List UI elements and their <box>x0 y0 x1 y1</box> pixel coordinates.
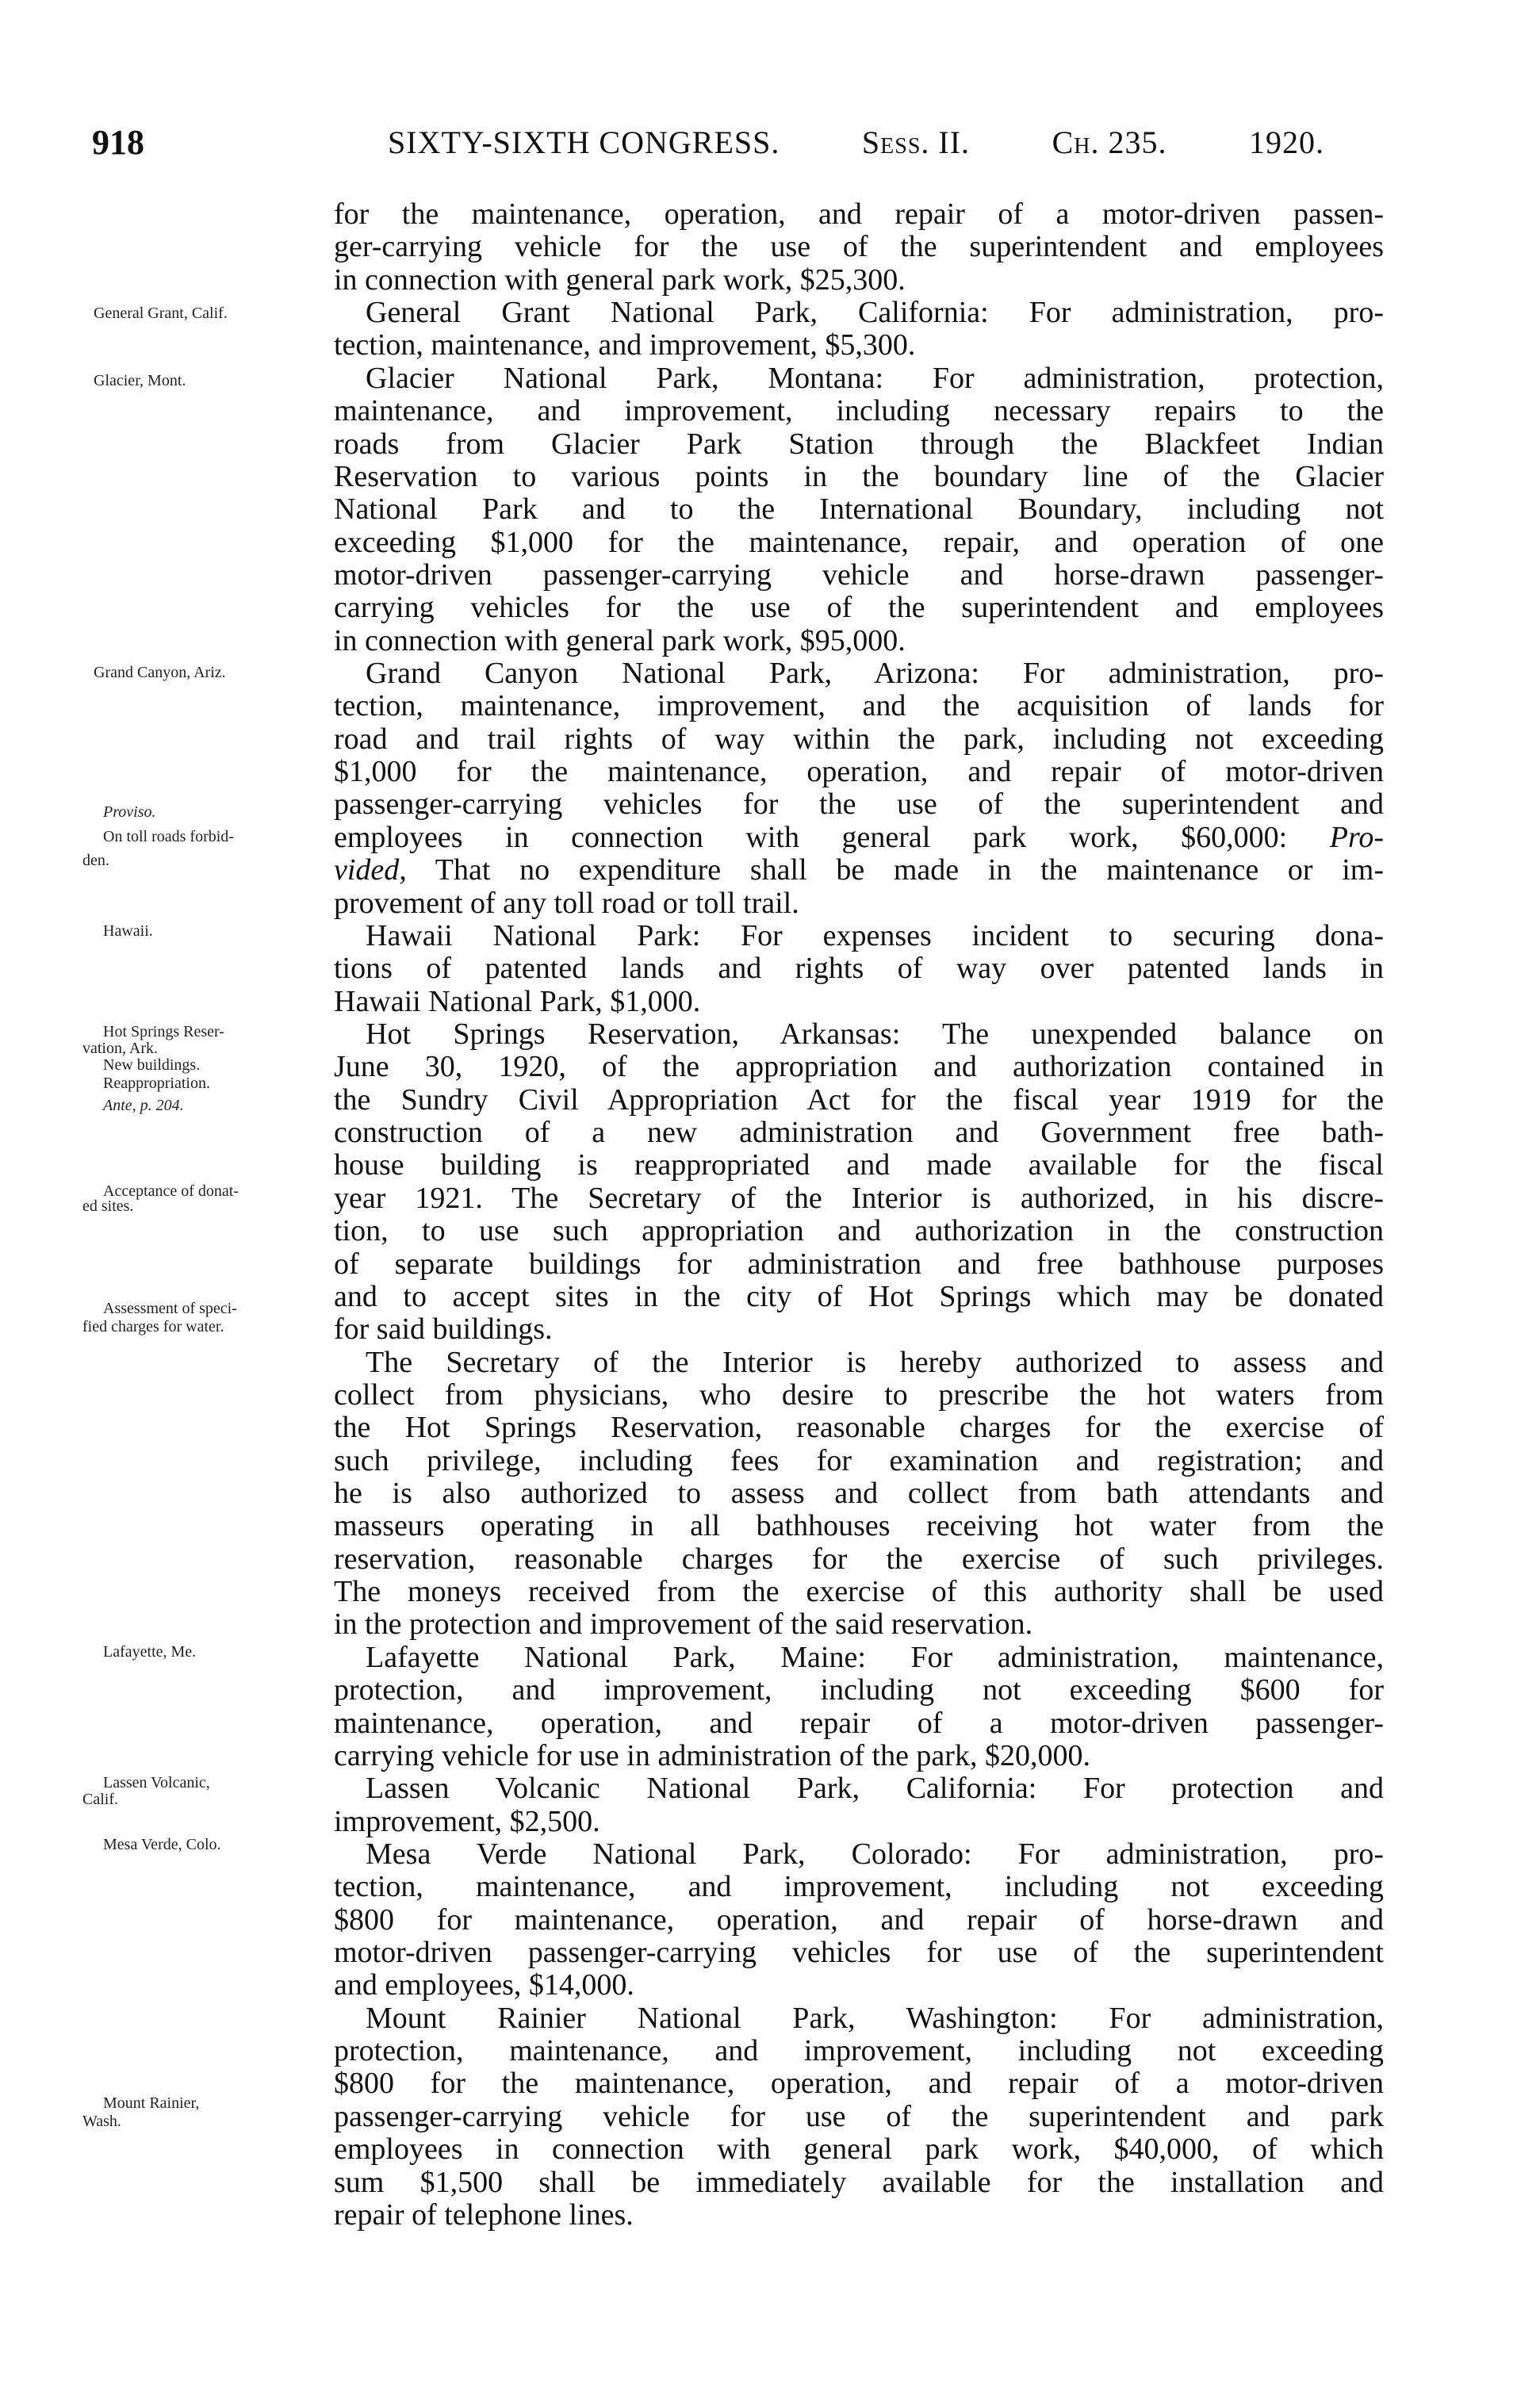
body-line: in connection with general park work, $95,000. <box>334 624 906 657</box>
paragraph <box>334 297 1384 362</box>
body-line: $800 for maintenance, operation, and repair of horse-drawn and <box>334 1903 1384 1937</box>
body-line: Hawaii National Park: For expenses incident to securing dona- <box>366 919 1384 952</box>
body-line: motor-driven passenger-carrying vehicle and horse-drawn passenger- <box>334 558 1384 592</box>
body-line: for said buildings. <box>334 1313 553 1347</box>
body-line: Lassen Volcanic National Park, California: For protection and <box>366 1772 1384 1806</box>
paragraph <box>334 198 1384 297</box>
body-line: Mesa Verde National Park, Colorado: For administration, pro- <box>366 1837 1384 1871</box>
paragraph <box>334 1018 1384 1347</box>
body-line: construction of a new administration and Government free bath- <box>334 1117 1384 1150</box>
page-number: 918 <box>92 123 144 162</box>
body-line: in the protection and improvement of the said reservation. <box>334 1608 1033 1642</box>
body-line: roads from Glacier Park Station through the Blackfeet Indian <box>334 427 1384 461</box>
body-line: and to accept sites in the city of Hot Springs which may be donated <box>334 1280 1384 1313</box>
margin-note: Assessment of speci- <box>103 1300 237 1317</box>
body-line: repair of telephone lines. <box>334 2198 634 2232</box>
body-line: Grand Canyon National Park, Arizona: For administration, pro- <box>366 657 1384 691</box>
margin-note: Hot Springs Reser- <box>103 1023 224 1040</box>
body-line: and employees, $14,000. <box>334 1969 634 2002</box>
paragraph <box>334 1772 1384 1838</box>
body-line: of separate buildings for administration and free bathhouse purposes <box>334 1247 1384 1281</box>
margin-note: On toll roads forbid- <box>103 828 234 845</box>
body-line: collect from physicians, who desire to prescribe the hot waters from <box>334 1378 1384 1412</box>
body-line: exceeding $1,000 for the maintenance, repair, and operation of one <box>334 526 1384 559</box>
body-line: sum $1,500 shall be immediately available for the installation and <box>334 2166 1384 2199</box>
body-line: tection, maintenance, and improvement, including not exceeding <box>334 1871 1384 1904</box>
body-line: house building is reappropriated and made available for the fiscal <box>334 1149 1384 1182</box>
body-line: passenger-carrying vehicles for the use of the superintendent and <box>334 788 1384 822</box>
body-line: Hawaii National Park, $1,000. <box>334 985 701 1018</box>
body-line: for the maintenance, operation, and repair of a motor-driven passen- <box>334 198 1384 231</box>
margin-note: Mount Rainier, <box>103 2094 200 2112</box>
line-text: That no expenditure shall be made in the maintenance or im- <box>406 854 1384 887</box>
margin-note: Calif. <box>82 1791 118 1808</box>
body-line: motor-driven passenger-carrying vehicles for use of the superintendent <box>334 1937 1384 1970</box>
paragraph <box>334 1642 1384 1772</box>
margin-note: Lassen Volcanic, <box>103 1774 210 1791</box>
body-line: in connection with general park work, $25,300. <box>334 263 906 297</box>
year: 1920. <box>1248 125 1324 160</box>
body-line: year 1921. The Secretary of the Interior is authorized, in his discre- <box>334 1182 1384 1215</box>
body-line: reservation, reasonable charges for the exercise of such privileges. <box>334 1542 1384 1576</box>
body-line: The moneys received from the exercise of this authority shall be used <box>334 1576 1384 1609</box>
body-line: road and trail rights of way within the park, including not exceeding <box>334 722 1384 756</box>
margin-note: den. <box>82 852 109 869</box>
body-text <box>334 198 1384 2232</box>
body-line: employees in connection with general park work, $40,000, of which <box>334 2133 1384 2167</box>
body-line: passenger-carrying vehicle for use of the superintendent and park <box>334 2100 1384 2133</box>
italic-text: Pro- <box>1329 821 1384 854</box>
margin-note: Ante, p. 204. <box>103 1097 184 1114</box>
body-line: provement of any toll road or toll trail. <box>334 887 799 920</box>
body-line: National Park and to the International Boundary, including not <box>334 493 1384 527</box>
body-line: The Secretary of the Interior is hereby authorized to assess and <box>366 1346 1384 1379</box>
margin-note: Proviso. <box>103 803 156 821</box>
body-line: improvement, $2,500. <box>334 1805 600 1838</box>
body-line: maintenance, and improvement, including necessary repairs to the <box>334 395 1384 428</box>
margin-note: Mesa Verde, Colo. <box>103 1836 221 1853</box>
body-line: such privilege, including fees for examination and registration; and <box>334 1444 1384 1477</box>
body-line: tection, maintenance, and improvement, $5,300. <box>334 329 916 362</box>
body-line: masseurs operating in all bathhouses receiving hot water from the <box>334 1510 1384 1543</box>
margin-note: Glacier, Mont. <box>94 372 186 389</box>
body-line: the Sundry Civil Appropriation Act for the fiscal year 1919 for the <box>334 1083 1384 1117</box>
paragraph <box>334 1347 1384 1642</box>
margin-note: Hawaii. <box>103 922 153 940</box>
margin-note: ed sites. <box>82 1197 134 1215</box>
body-line: tion, to use such appropriation and authorization in the construction <box>334 1215 1384 1248</box>
running-head <box>388 121 1324 165</box>
margin-note: vation, Ark. <box>82 1040 158 1057</box>
body-line: Glacier National Park, Montana: For administration, protection, <box>366 362 1384 395</box>
body-line: Mount Rainier National Park, Washington: For administration, <box>366 2002 1384 2035</box>
body-line <box>334 854 1384 887</box>
body-line: carrying vehicles for the use of the superintendent and employees <box>334 592 1384 625</box>
body-line: carrying vehicle for use in administration of the park, $20,000. <box>334 1739 1090 1772</box>
body-line: $1,000 for the maintenance, operation, and repair of motor-driven <box>334 756 1384 789</box>
body-line: tions of patented lands and rights of way over patented lands in <box>334 952 1384 986</box>
margin-note: General Grant, Calif. <box>94 305 228 322</box>
body-line: the Hot Springs Reservation, reasonable charges for the exercise of <box>334 1412 1384 1445</box>
margin-note: New buildings. <box>103 1056 201 1074</box>
chapter: Ch. 235. <box>1052 125 1167 160</box>
body-line: protection, maintenance, and improvement, including not exceeding <box>334 2035 1384 2068</box>
paragraph <box>334 657 1384 920</box>
margin-note: Wash. <box>82 2113 121 2130</box>
body-line <box>334 822 1384 854</box>
body-line: June 30, 1920, of the appropriation and authorization contained in <box>334 1051 1384 1084</box>
italic-text: vided, <box>334 854 407 887</box>
margin-note: Acceptance of donat- <box>103 1182 239 1200</box>
session: Sess. II. <box>861 125 971 160</box>
margin-note: Lafayette, Me. <box>103 1643 197 1661</box>
margin-note: Reappropriation. <box>103 1075 210 1092</box>
body-line: Hot Springs Reservation, Arkansas: The unexpended balance on <box>366 1017 1384 1051</box>
body-line: Reservation to various points in the boundary line of the Glacier <box>334 460 1384 493</box>
body-line: tection, maintenance, improvement, and the acquisition of lands for <box>334 690 1384 723</box>
paragraph <box>334 362 1384 657</box>
line-text: employees in connection with general park work, $60,000: <box>334 821 1330 854</box>
margin-note: Grand Canyon, Ariz. <box>94 664 226 681</box>
body-line: ger-carrying vehicle for the use of the superintendent and employees <box>334 231 1384 264</box>
paragraph <box>334 2002 1384 2232</box>
body-line: he is also authorized to assess and collect from bath attendants and <box>334 1477 1384 1511</box>
congress-title: SIXTY-SIXTH CONGRESS. <box>388 125 780 160</box>
margin-note: fied charges for water. <box>82 1318 224 1335</box>
body-line: Lafayette National Park, Maine: For administration, maintenance, <box>366 1641 1384 1674</box>
body-line: $800 for the maintenance, operation, and repair of a motor-driven <box>334 2067 1384 2101</box>
body-line: maintenance, operation, and repair of a motor-driven passenger- <box>334 1707 1384 1740</box>
paragraph <box>334 1838 1384 2002</box>
body-line: General Grant National Park, California: For administration, pro- <box>366 297 1384 330</box>
body-line: protection, and improvement, including not exceeding $600 for <box>334 1674 1384 1707</box>
paragraph <box>334 920 1384 1018</box>
